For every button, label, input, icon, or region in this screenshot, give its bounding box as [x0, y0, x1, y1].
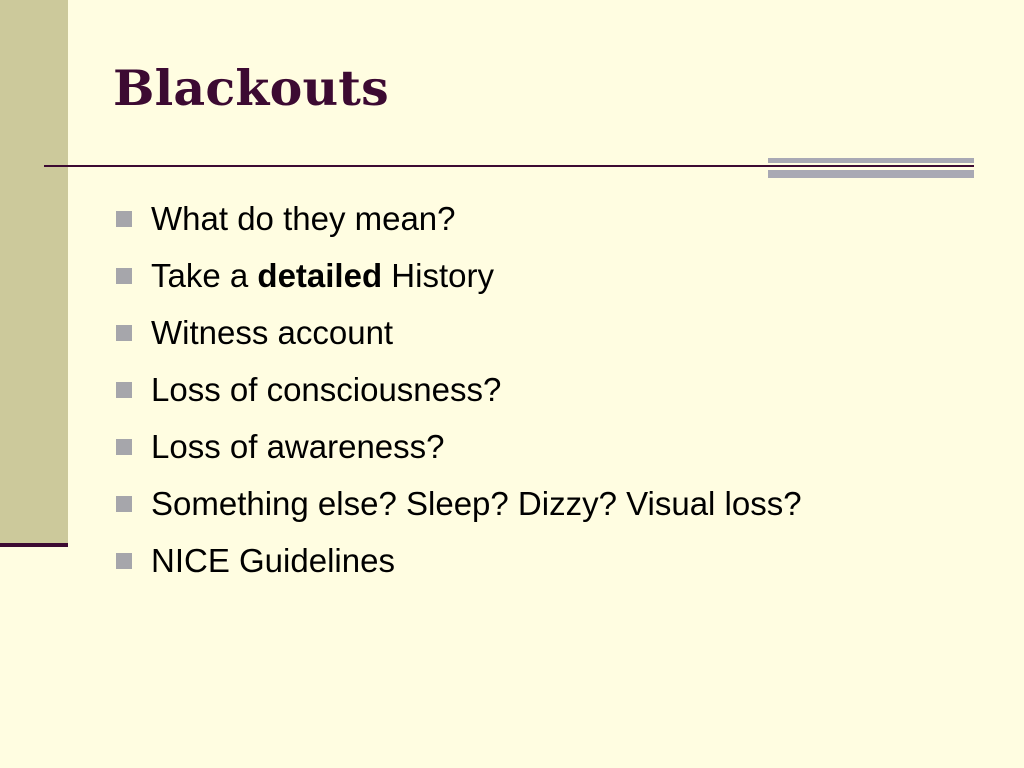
bullet-item	[116, 247, 802, 304]
bullet-text-prefix: Take a	[151, 256, 258, 294]
square-bullet-icon	[116, 211, 132, 227]
bullet-text-suffix: History	[382, 256, 494, 294]
square-bullet-icon	[116, 325, 132, 341]
left-band-underline	[0, 543, 68, 547]
square-bullet-icon	[116, 496, 132, 512]
bullet-text: Witness account	[151, 313, 394, 351]
accent-bar-top	[768, 158, 974, 163]
bullet-item	[116, 190, 802, 247]
left-decorative-band	[0, 0, 68, 546]
bullet-text: Something else? Sleep? Dizzy? Visual loss?	[151, 484, 802, 522]
bullet-text-emphasis: detailed	[257, 256, 383, 294]
bullet-list	[116, 190, 802, 589]
bullet-text: NICE Guidelines	[151, 541, 395, 579]
bullet-item	[116, 418, 802, 475]
square-bullet-icon	[116, 553, 132, 569]
slide-title: Blackouts	[113, 59, 389, 117]
bullet-item	[116, 361, 802, 418]
bullet-text	[151, 257, 494, 295]
square-bullet-icon	[116, 268, 132, 284]
bullet-item	[116, 304, 802, 361]
square-bullet-icon	[116, 382, 132, 398]
title-divider-line	[44, 165, 974, 167]
bullet-item	[116, 532, 802, 589]
accent-bar-bottom	[768, 170, 974, 178]
bullet-item	[116, 475, 802, 532]
square-bullet-icon	[116, 439, 132, 455]
bullet-text: What do they mean?	[151, 199, 456, 237]
bullet-text: Loss of awareness?	[151, 427, 445, 465]
bullet-text: Loss of consciousness?	[151, 370, 502, 408]
